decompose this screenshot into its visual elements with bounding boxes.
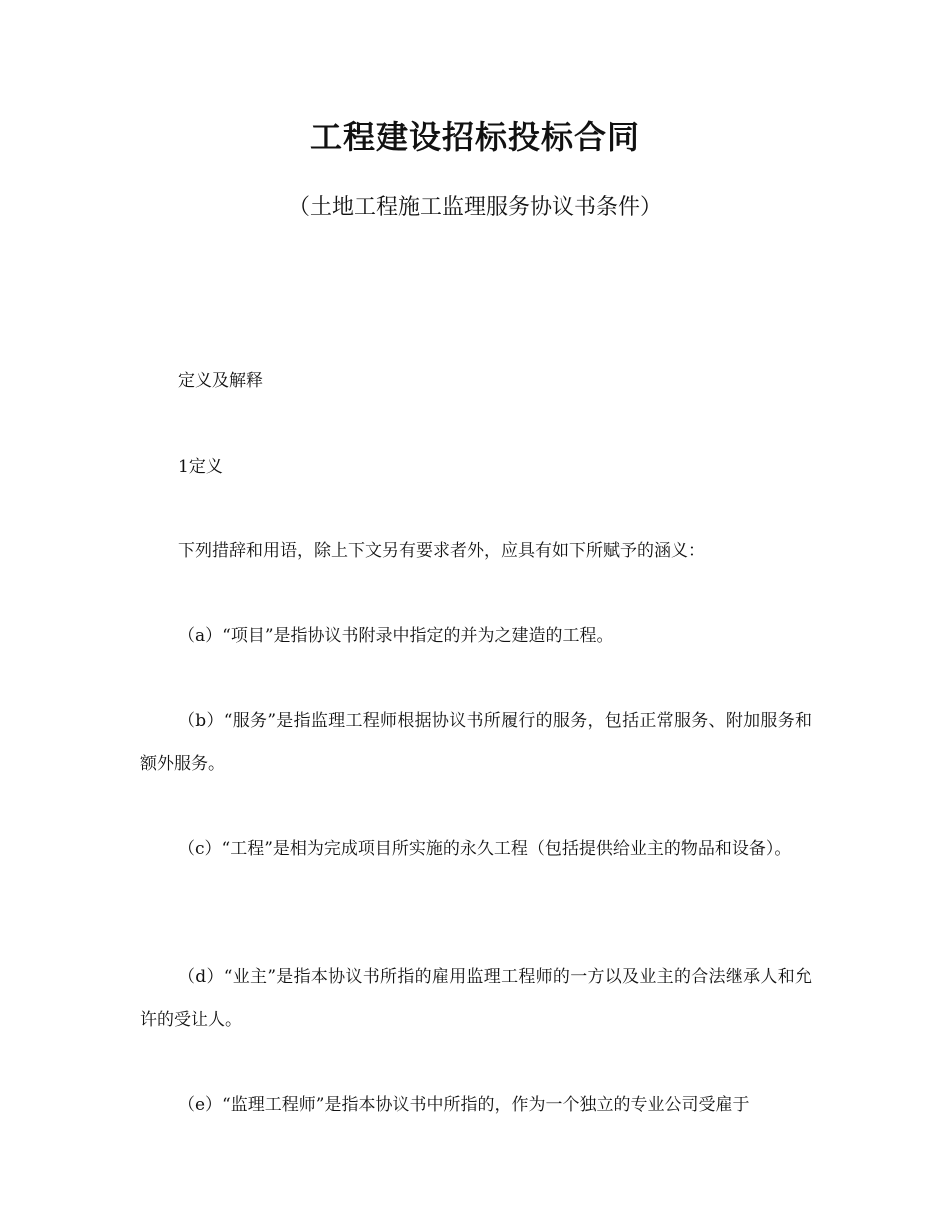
document-title: 工程建设招标投标合同 (309, 118, 640, 156)
clause-e: （e）“监理工程师”是指本协议书中所指的，作为一个独立的专业公司受雇于 (178, 1095, 750, 1115)
clause-a: （a）“项目”是指协议书附录中指定的并为之建造的工程。 (178, 626, 614, 646)
clause-b: （b）“服务”是指监理工程师根据协议书所履行的服务，包括正常服务、附加服务和额外服务。 (140, 711, 812, 774)
clause-d: （d）“业主”是指本协议书所指的雇用监理工程师的一方以及业主的合法继承人和允许的受让人。 (140, 967, 812, 1030)
document-subtitle: （土地工程施工监理服务协议书条件） (287, 195, 662, 220)
paragraph-intro: 下列措辞和用语，除上下文另有要求者外，应具有如下所赋予的涵义： (178, 541, 705, 561)
clause-heading-definition-1: 1定义 (178, 457, 223, 477)
section-heading-definitions: 定义及解释 (178, 371, 263, 391)
clause-c: （c）“工程”是相为完成项目所实施的永久工程（包括提供给业主的物品和设备）。 (178, 839, 792, 859)
